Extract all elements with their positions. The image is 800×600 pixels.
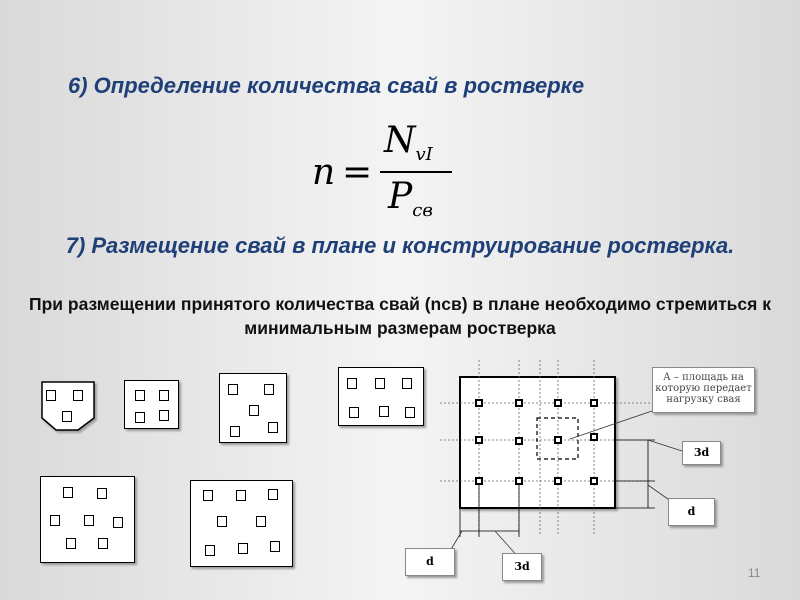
pile-marker — [73, 390, 83, 401]
fraction-bar — [380, 171, 452, 173]
pile-marker — [554, 436, 562, 444]
pile-marker — [590, 477, 598, 485]
dim-label-3d-right: 3d — [682, 441, 721, 465]
pile-cap-7 — [40, 476, 135, 563]
dim-label-3d-bottom: 3d — [502, 553, 542, 581]
pile-marker — [46, 390, 56, 401]
heading-step-7: 7) Размещение свай в плане и конструирование ростверка. — [65, 233, 735, 258]
page-number: 11 — [748, 566, 761, 580]
pile-marker — [475, 477, 483, 485]
formula-denominator: $P_{св}$ — [388, 176, 433, 222]
heading-step-6: 6) Определение количества свай в ростверке — [68, 73, 585, 98]
pile-marker — [590, 399, 598, 407]
pile-cap-4 — [124, 380, 179, 429]
formula-numerator: $N_{vI}$ — [384, 120, 433, 166]
body-paragraph: При размещении принятого количества свай (nсв) в плане необходимо стремиться к минимальным размерам ростверка — [29, 294, 771, 338]
formula-equals: = — [342, 152, 373, 193]
pile-marker — [590, 433, 598, 441]
pile-marker — [515, 437, 523, 445]
pile-cap-trapezoid — [38, 378, 98, 436]
pile-cap-8 — [190, 480, 293, 567]
pile-count-formula — [312, 118, 452, 228]
pile-marker — [554, 399, 562, 407]
pile-grid-diagram — [420, 355, 680, 570]
pile-cap-6 — [338, 367, 424, 426]
pile-marker — [475, 436, 483, 444]
pile-marker — [515, 477, 523, 485]
pile-marker — [554, 477, 562, 485]
pile-marker — [62, 411, 72, 422]
dim-label-d-right: d — [668, 498, 715, 526]
dim-label-d-bottom: d — [405, 548, 455, 576]
formula-lhs: n — [312, 152, 336, 193]
area-callout: А – площадь на которую передает нагрузку свая — [652, 367, 755, 413]
pile-marker — [475, 399, 483, 407]
pile-marker — [515, 399, 523, 407]
pile-cap-5 — [219, 373, 287, 443]
